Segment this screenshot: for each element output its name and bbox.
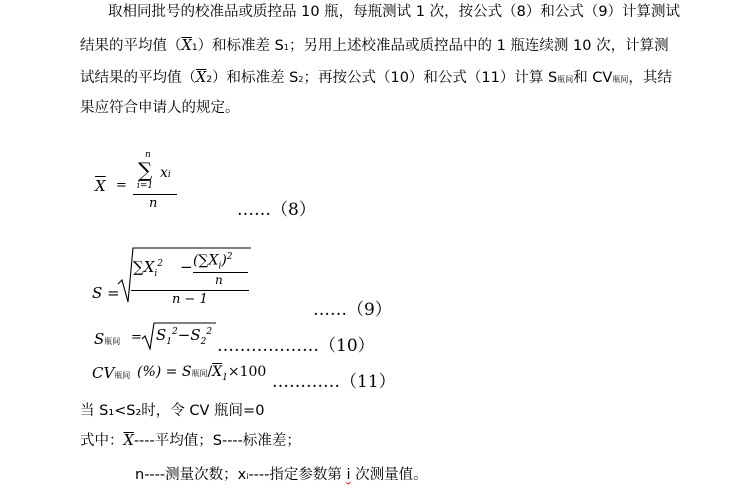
n-definition-line (135, 465, 428, 487)
f10-s2-sub: 2 (200, 337, 207, 347)
f8-sum-bottom: i=1 (137, 181, 154, 191)
para-text: ）和标准差 S (197, 38, 284, 54)
f9-num-a-sub: i (154, 269, 158, 279)
para-line-3 (80, 68, 672, 90)
f9-minus: − (180, 258, 193, 276)
f11-s-sub: 瓶间 (191, 369, 208, 378)
where-xbar: $\overline{X}$ (123, 433, 134, 449)
f9-num-b-close: ) (221, 252, 227, 269)
n-def-text: ----指定参数第 (248, 467, 342, 483)
condition-note: 当 S₁<S₂时，令 CV 瓶间=0 (80, 403, 265, 419)
n-def-i: i (346, 467, 351, 483)
f9-denominator: n − 1 (172, 292, 208, 307)
f9-label: ……（9） (313, 300, 392, 320)
f10-equals: = (131, 330, 142, 345)
para-text: 和 CV (573, 70, 613, 86)
f8-term-sub: i (167, 170, 171, 180)
f8-sum-symbol: ∑ (138, 158, 153, 182)
f11-pct: (%) = S (137, 364, 192, 380)
f8-denominator: n (149, 196, 158, 211)
f8-sum-top: n (145, 150, 151, 160)
where-line (80, 431, 301, 451)
f8-fraction-bar (133, 194, 177, 195)
f8-term-x: x (160, 165, 168, 181)
para-text: 结果的平均值（ (80, 38, 182, 54)
n-def-sub: i (246, 472, 249, 481)
f11-xbar: $\overline{X}$ (212, 364, 223, 380)
f10-radicand (156, 326, 212, 347)
subscript: 瓶间 (612, 75, 629, 84)
f11-times: ×100 (227, 364, 267, 380)
where-label: 式中： (80, 433, 124, 449)
where-text: ----平均值；S----标准差； (133, 433, 301, 449)
f11-lhs (92, 364, 130, 382)
para-text: ；另用上述校准品或质控品中的 1 瓶连续测 10 次，计算测 (288, 38, 669, 54)
f9-num-a (133, 258, 163, 279)
f8-term (160, 165, 171, 181)
f10-s2: S (190, 326, 201, 344)
f10-s1: S (156, 326, 167, 344)
f10-s1-sup: 2 (172, 327, 178, 337)
f9-lhs: S = (92, 284, 120, 302)
para-text: 试结果的平均值（ (80, 70, 196, 86)
subscript: 1 (191, 43, 198, 53)
f11-lhs-cv: CV (92, 364, 115, 382)
f11-rhs (137, 364, 266, 383)
para-line-1: 取相同批号的校准品或质控品 10 瓶，每瓶测试 1 次，按公式（8）和公式（9）计算测试 (108, 4, 681, 20)
n-def-text: n----测量次数；x (135, 467, 247, 483)
n-def-text: 次测量值。 (355, 467, 428, 483)
f10-minus: − (177, 326, 191, 344)
subscript: 瓶间 (557, 75, 574, 84)
f8-label: ……（8） (237, 200, 316, 220)
para-text: ；再按公式（10）和公式（11）计算 S (303, 70, 558, 86)
f11-xbar-sub: 1 (222, 372, 228, 383)
f9-num-b-sup: 2 (226, 252, 233, 262)
subscript: 2 (206, 75, 213, 85)
f10-lhs-s: S (94, 330, 105, 348)
f10-s2-sup: 2 (206, 327, 213, 337)
f10-lhs-sub: 瓶间 (104, 337, 121, 346)
para-text: ，其结 (628, 70, 672, 86)
f11-label: …………（11） (272, 372, 396, 392)
subscript: 2 (298, 75, 304, 84)
para-line-2 (80, 36, 669, 58)
xbar-symbol: $\overline{X}$ (181, 38, 192, 54)
f9-num-b (193, 252, 233, 271)
f9-num-a-base: ∑X (133, 258, 155, 276)
f11-lhs-sub: 瓶间 (114, 371, 131, 380)
f9-num-a-sup: 2 (157, 259, 164, 269)
f10-s1-sub: 1 (166, 337, 173, 347)
f10-lhs (94, 330, 120, 348)
para-text: ）和标准差 S (212, 70, 299, 86)
f9-num-b-base: (∑X (193, 252, 219, 269)
f9-inner-den: n (215, 273, 223, 287)
subscript: 1 (283, 43, 289, 52)
f8-lhs: $\overline{X}$ (95, 177, 106, 195)
f10-label: ………………（10） (217, 336, 375, 356)
f9-fraction-bar (131, 290, 249, 291)
f9-num-b-sub: i (218, 261, 222, 272)
xbar-symbol: $\overline{X}$ (196, 70, 207, 86)
f8-equals: = (116, 178, 127, 193)
f11-div: / (207, 364, 213, 380)
para-line-4: 果应符合申请人的规定。 (80, 100, 240, 116)
